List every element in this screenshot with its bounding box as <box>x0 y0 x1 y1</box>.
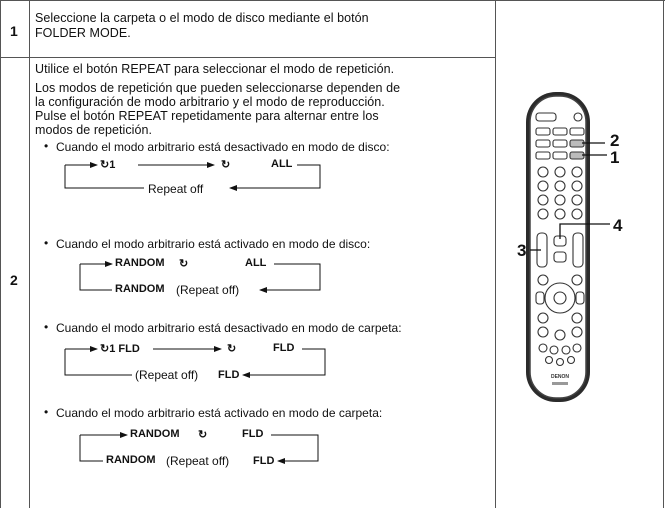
case-4-bottom-b: (Repeat off) <box>166 454 230 468</box>
case-3-bottom-b: FLD <box>218 369 240 381</box>
case-4-bottom-c: FLD <box>253 455 275 467</box>
case-2-seq-1: RANDOM <box>115 257 165 269</box>
case-2-text: Cuando el modo arbitrario está activado en modo de disco: <box>56 237 371 251</box>
case-4-seq-3: FLD <box>242 428 264 440</box>
step-2-para-line-2: la configuración de modo arbitrario y el modo de reproducción. <box>35 95 385 109</box>
case-2-loop <box>80 264 320 290</box>
case-4-seq-1: RANDOM <box>130 428 180 440</box>
case-1-loop <box>65 165 320 188</box>
case-2-seq-3: ALL <box>245 257 267 269</box>
step-1-line-1: Seleccione la carpeta o el modo de disco mediante el botón <box>35 11 369 25</box>
case-2-seq-2: ↻ <box>179 258 189 270</box>
case-4-bottom-a: RANDOM <box>106 454 156 466</box>
case-3-text: Cuando el modo arbitrario está desactivado en modo de carpeta: <box>56 321 402 335</box>
case-1-bullet: • <box>44 139 49 153</box>
step-1-line-2: FOLDER MODE. <box>35 26 131 40</box>
case-1-bottom: Repeat off <box>148 182 204 196</box>
case-3-seq-3: FLD <box>273 342 295 354</box>
case-2-bottom-a: RANDOM <box>115 283 165 295</box>
case-4-loop <box>80 435 318 461</box>
step-2-para-line-1: Los modos de repetición que pueden seleccionarse dependen de <box>35 81 401 95</box>
case-3-seq-1: ↻1 FLD <box>100 343 140 355</box>
case-3-bottom-a: (Repeat off) <box>135 368 199 382</box>
case-4-text: Cuando el modo arbitrario está activado en modo de carpeta: <box>56 406 383 420</box>
case-1-seq-1: ↻1 <box>100 159 116 171</box>
step-2-para-line-4: modos de repetición. <box>35 123 153 137</box>
case-4-bullet: • <box>44 405 49 419</box>
remote-brand-logo: DENON <box>550 374 570 380</box>
case-3-bullet: • <box>44 320 49 334</box>
callout-label-4: 4 <box>613 216 623 235</box>
callout-label-3: 3 <box>517 241 527 260</box>
callout-label-2: 2 <box>610 131 620 150</box>
case-1-seq-3: ALL <box>271 158 293 170</box>
case-3-seq-2: ↻ <box>227 343 237 355</box>
callout-label-1: 1 <box>610 148 620 167</box>
step-number-1: 1 <box>10 23 18 39</box>
step-number-2: 2 <box>10 272 18 288</box>
case-1-seq-2: ↻ <box>221 159 231 171</box>
step-2-para-line-3: Pulse el botón REPEAT repetidamente para alternar entre los <box>35 109 379 123</box>
case-1-text: Cuando el modo arbitrario está desactivado en modo de disco: <box>56 140 390 154</box>
case-2-bottom-b: (Repeat off) <box>176 283 240 297</box>
case-2-bullet: • <box>44 236 49 250</box>
case-3-loop <box>65 349 325 375</box>
step-2-intro: Utilice el botón REPEAT para seleccionar el modo de repetición. <box>35 62 395 76</box>
case-4-seq-2: ↻ <box>198 429 208 441</box>
remote-model-marking <box>552 382 568 385</box>
